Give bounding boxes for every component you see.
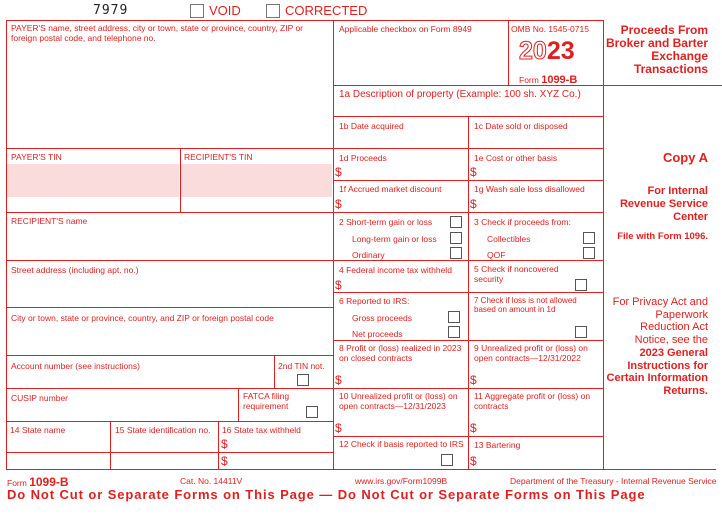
- street-address-label: Street address (including apt. no.): [11, 265, 139, 275]
- form-bottom-border: [6, 469, 716, 470]
- rule: [333, 388, 603, 389]
- box3-collectibles-checkbox[interactable]: [583, 232, 595, 244]
- box1e-dollar: $: [470, 165, 477, 179]
- rule: [6, 355, 333, 356]
- rule: [274, 355, 275, 388]
- form-name: 1099-B: [541, 74, 578, 86]
- box13-label: 13 Bartering: [474, 440, 521, 450]
- rule: [6, 388, 333, 389]
- account-number-label: Account number (see instructions): [11, 361, 140, 371]
- box8-dollar: $: [335, 373, 342, 387]
- box1e-label: 1e Cost or other basis: [474, 153, 558, 163]
- box2-short-term-checkbox[interactable]: [450, 216, 462, 228]
- rule: [238, 388, 239, 421]
- rule: [333, 148, 603, 149]
- footer-form-prefix: Form: [7, 478, 30, 488]
- box4-dollar: $: [335, 278, 342, 292]
- box15-label: 15 State identification no.: [115, 425, 211, 435]
- city-field[interactable]: [7, 325, 332, 353]
- box1d-dollar: $: [335, 165, 342, 179]
- void-checkbox[interactable]: [190, 4, 204, 18]
- box6-gross-label: Gross proceeds: [352, 313, 412, 323]
- for-irs-label: For Internal Revenue Service Center: [619, 185, 708, 223]
- box10-label: 10 Unrealized profit or (loss) on open contracts—12/31/2023: [339, 391, 458, 411]
- rule: [6, 148, 333, 149]
- box6-net-checkbox[interactable]: [448, 326, 460, 338]
- box14-label: 14 State name: [10, 425, 66, 435]
- box1b-label: 1b Date acquired: [339, 121, 404, 131]
- form-8949-label: Applicable checkbox on Form 8949: [339, 24, 472, 34]
- box6-net-label: Net proceeds: [352, 329, 403, 339]
- rule: [333, 180, 603, 181]
- rule: [6, 212, 333, 213]
- box16-dollar-1: $: [221, 437, 228, 451]
- rule: [333, 212, 603, 213]
- box3-qof-label: QOF: [487, 250, 506, 260]
- divider-left-middle: [333, 20, 334, 469]
- box2-long-term-checkbox[interactable]: [450, 232, 462, 244]
- corrected-checkbox[interactable]: [266, 4, 280, 18]
- corrected-label: CORRECTED: [285, 3, 368, 18]
- copy-label: Copy A: [662, 150, 708, 165]
- payer-name-field[interactable]: [7, 45, 332, 147]
- recipient-name-label: RECIPIENT'S name: [11, 216, 88, 226]
- rule: [333, 85, 722, 86]
- box1c-label: 1c Date sold or disposed: [474, 121, 568, 131]
- box10-dollar: $: [335, 421, 342, 435]
- tax-year-prefix: 20: [519, 37, 547, 65]
- divider-middle-right: [603, 20, 604, 469]
- second-tin-checkbox[interactable]: [297, 374, 309, 386]
- omb-number: OMB No. 1545-0715: [511, 24, 589, 34]
- rule: [6, 307, 333, 308]
- form-name-prefix: Form: [519, 75, 542, 85]
- rule: [333, 436, 603, 437]
- payer-tin-label: PAYER'S TIN: [11, 152, 62, 162]
- fatca-checkbox[interactable]: [306, 406, 318, 418]
- recipient-tin-field[interactable]: [181, 164, 332, 197]
- box11-dollar: $: [470, 421, 477, 435]
- payer-tin-field[interactable]: [7, 164, 179, 197]
- tax-year: [519, 37, 575, 65]
- box2-label: 2 Short-term gain or loss: [339, 217, 433, 227]
- box2-long-term-label: Long-term gain or loss: [352, 234, 437, 244]
- box12-label: 12 Check if basis reported to IRS: [339, 439, 464, 449]
- box13-dollar: $: [470, 454, 477, 468]
- department-label: Department of the Treasury - Internal Revenue Service: [510, 476, 717, 486]
- void-label: VOID: [209, 3, 241, 18]
- rule: [218, 421, 219, 469]
- footer-form-number: 1099-B: [29, 475, 69, 489]
- rule: [333, 260, 603, 261]
- box6-label: 6 Reported to IRS:: [339, 296, 410, 306]
- rule: [6, 421, 333, 422]
- box16-label: 16 State tax withheld: [222, 425, 301, 435]
- catalog-number: Cat. No. 14411V: [180, 476, 243, 486]
- box16-dollar-2: $: [221, 454, 228, 468]
- box1g-dollar: $: [470, 197, 477, 211]
- box2-ordinary-label: Ordinary: [352, 250, 385, 260]
- payer-name-label: PAYER'S name, street address, city or town, state or province, country, ZIP or foreign postal code, and telephone no.: [11, 23, 304, 43]
- control-number[interactable]: 7979: [93, 3, 129, 18]
- box3-qof-checkbox[interactable]: [583, 247, 595, 259]
- box4-label: 4 Federal income tax withheld: [339, 265, 452, 275]
- cusip-label: CUSIP number: [11, 393, 69, 403]
- fatca-label: FATCA filing requirement: [243, 391, 290, 411]
- privacy-notice: For Privacy Act and Paperwork Reduction Act Notice, see the: [612, 296, 708, 346]
- box1g-label: 1g Wash sale loss disallowed: [474, 184, 585, 194]
- box9-label: 9 Unrealized profit or (loss) on open contracts—12/31/2022: [474, 343, 588, 363]
- irs-url[interactable]: www.irs.gov/Form1099B: [355, 476, 448, 486]
- box2-ordinary-checkbox[interactable]: [450, 247, 462, 259]
- rule: [333, 340, 603, 341]
- tax-year-suffix: 23: [546, 37, 575, 65]
- box3-collectibles-label: Collectibles: [487, 234, 531, 244]
- box1f-label: 1f Accrued market discount: [339, 184, 442, 194]
- rule: [6, 452, 333, 453]
- box11-label: 11 Aggregate profit or (loss) on contracts: [474, 391, 591, 411]
- box7-checkbox[interactable]: [575, 326, 587, 338]
- box12-checkbox[interactable]: [441, 454, 453, 466]
- box9-dollar: $: [470, 373, 477, 387]
- box1a-label: 1a Description of property (Example: 100 sh. XYZ Co.): [339, 89, 581, 100]
- recipient-tin-label: RECIPIENT'S TIN: [184, 152, 253, 162]
- box1a-field[interactable]: [335, 101, 719, 114]
- form-top-border: [6, 20, 604, 21]
- box1f-dollar: $: [335, 197, 342, 211]
- box8-label: 8 Profit or (loss) realized in 2023 on closed contracts: [339, 343, 462, 363]
- file-with-label: File with Form 1096.: [617, 231, 708, 242]
- general-instructions: 2023 General Instructions for Certain Information Returns.: [606, 347, 708, 397]
- box1d-label: 1d Proceeds: [339, 153, 387, 163]
- box7-label: 7 Check if loss is not allowed based on amount in 1d: [474, 296, 577, 314]
- do-not-cut-notice: Do Not Cut or Separate Forms on This Page — Do Not Cut or Separate Forms on This Page: [7, 487, 646, 502]
- rule: [333, 292, 603, 293]
- recipient-name-field[interactable]: [7, 228, 332, 258]
- rule: [6, 260, 333, 261]
- box5-label: 5 Check if noncovered security: [474, 264, 559, 284]
- rule: [508, 20, 509, 85]
- second-tin-label: 2nd TIN not.: [278, 361, 325, 371]
- box6-gross-checkbox[interactable]: [448, 311, 460, 323]
- street-address-field[interactable]: [7, 277, 332, 305]
- rule: [110, 421, 111, 469]
- form-title: Proceeds From Broker and Barter Exchange Transactions: [605, 23, 708, 76]
- city-label: City or town, state or province, country, and ZIP or foreign postal code: [11, 313, 274, 323]
- box5-checkbox[interactable]: [575, 279, 587, 291]
- box3-label: 3 Check if proceeds from:: [474, 217, 571, 227]
